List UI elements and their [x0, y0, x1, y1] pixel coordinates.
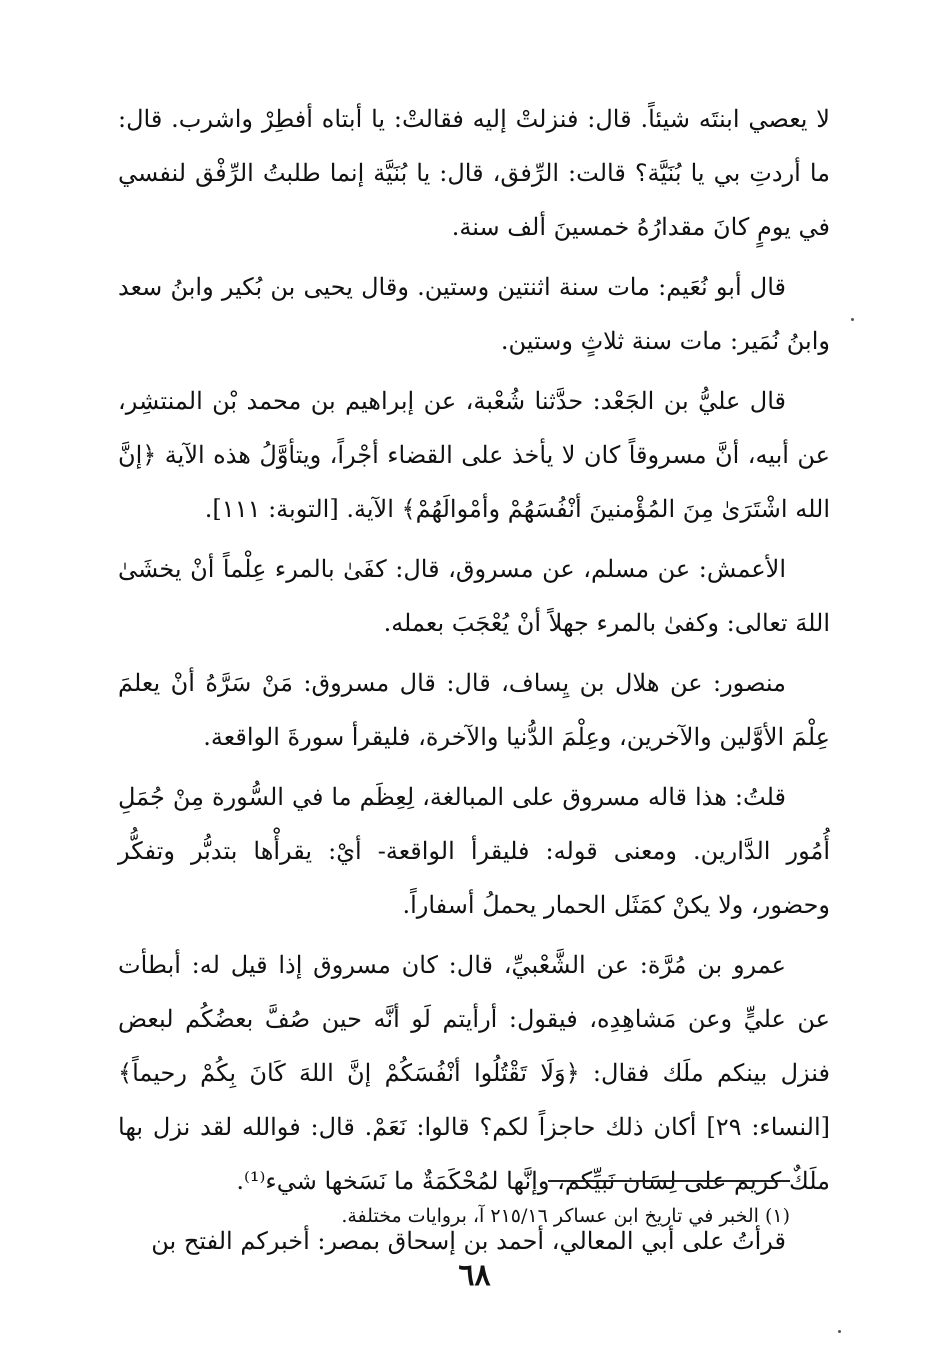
paragraph-7: عمرو بن مُرَّة: عن الشَّعْبيِّ، قال: كان مسروق إذا قيل له: أبطأت عن عليٍّ وعن مَشاهِدِه، فيقول: أرأيتم لَو أنَّه حين صُفَّ بعضُكُم لبعض فنزل بينكم ملَك فقال: ﴿وَلَا تَقْتُلُوا أنْفُسَكُمْ إنَّ اللهَ كَانَ بِكُمْ رحيماً﴾ [النساء: ٢٩] أكان ذلك حاجزاً لكم؟ قالوا: نَعَمْ. قال: فوالله لقد نزل بها ملَكٌ كريم على لِسَان نَبيِّكم، وإنَّها لمُحْكَمَةٌ ما نَسَخها شيء⁽¹⁾.: [118, 951, 830, 1195]
paragraph-3: قال عليُّ بن الجَعْد: حدَّثنا شُعْبة، عن إبراهيم بن محمد بْن المنتشِر، عن أبيه، أنَّ مسروقاً كان لا يأخذ على القضاء أجْراً، ويتأوَّلُ هذه الآية ﴿إنَّ الله اشْتَرَىٰ مِنَ المُؤْمنينَ أنْفُسَهُمْ وأمْوالَهُمْ﴾ الآية. [التوبة: ١١١].: [118, 387, 830, 523]
paragraph-8: قرأتُ على أبي المعالي، أحمد بن إسحاق بمصر: أخبركم الفتح بن: [151, 1227, 786, 1255]
paragraph-5: منصور: عن هلال بن يِساف، قال: قال مسروق: مَنْ سَرَّهُ أنْ يعلمَ عِلْمَ الأوَّلين والآخرين، وعِلْمَ الدُّنيا والآخرة، فليقرأ سورةَ الواقعة.: [118, 669, 830, 751]
paragraph-1: لا يعصي ابنتَه شيئاً. قال: فنزلتْ إليه فقالتْ: يا أبتاه أفطِرْ واشرب. قال: ما أردتِ بي يا بُنَيَّة؟ قالت: الرِّفق، قال: يا بُنَيَّة إنما طلبتُ الرِّفْق لنفسي في يومٍ كانَ مقدارُهُ خمسينَ ألف سنة.: [118, 105, 830, 241]
paragraph-2: قال أبو نُعَيم: مات سنة اثنتين وستين. وقال يحيى بن بُكير وابنُ سعد وابنُ نُمَير: مات سنة ثلاثٍ وستين.: [118, 273, 830, 355]
page-number: ٦٨: [458, 1258, 491, 1293]
scan-speck: [851, 318, 854, 321]
footnote-separator: [548, 1180, 790, 1182]
footnote: (١) الخبر في تاريخ ابن عساكر ٢١٥/١٦ آ، بروايات مختلفة.: [341, 1205, 790, 1227]
paragraph-4: الأعمش: عن مسلم، عن مسروق، قال: كفَىٰ بالمرء عِلْماً أنْ يخشَىٰ اللهَ تعالى: وكفىٰ بالمرء جهلاً أنْ يُعْجَبَ بعمله.: [118, 555, 830, 637]
main-text-block: [118, 92, 830, 1274]
scan-speck: [838, 1330, 841, 1333]
paragraph-6: قلتُ: هذا قاله مسروق على المبالغة، لِعِظَم ما في السُّورة مِنْ جُمَلِ أُمُور الدَّارين. ومعنى قوله: فليقرأ الواقعة- أيْ: يقرأْها بتدبُّر وتفكُّر وحضور، ولا يكنْ كمَثَل الحمار يحملُ أسفاراً.: [118, 783, 830, 919]
